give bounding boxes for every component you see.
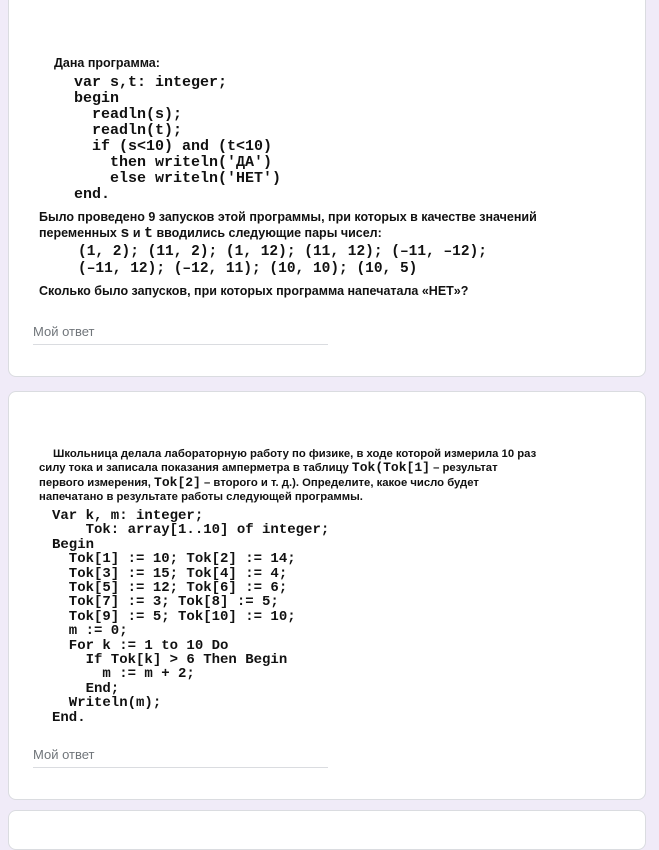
question-2-description: Школьница делала лабораторную работу по физике, в ходе которой измерила 10 раз силу тока и записала показания амперметра в таблицу Tok(Tok[1] – результат первого измерения, Tok[2] – второго и т. д.). Определите, какое число будет напечатано в результате работы следующей программы. xyxy=(39,448,537,503)
tok-term: Tok(Tok[1] xyxy=(351,460,430,476)
code-line: readln(t); xyxy=(74,122,183,139)
question-1-image xyxy=(9,0,645,311)
question-1-pairs xyxy=(78,244,487,278)
code-line: Tok[3] := 15; Tok[4] := 4; xyxy=(52,565,288,582)
answer-input-1[interactable] xyxy=(33,318,328,345)
code-line: end. xyxy=(74,186,111,203)
code-line: If Tok[k] > 6 Then Begin xyxy=(52,652,288,669)
question-1-intro: Дана программа: xyxy=(54,56,160,70)
code-line: readln(s); xyxy=(74,106,183,123)
question-card-1 xyxy=(8,0,646,377)
code-line: if (s<10) and (t<10) xyxy=(74,138,273,155)
pairs-line: (1, 2); (11, 2); (1, 12); (11, 12); (–11, –12); xyxy=(78,244,487,260)
question-card-2 xyxy=(8,391,646,800)
code-line: Tok[7] := 3; Tok[8] := 5; xyxy=(52,594,279,611)
variable-t: t xyxy=(143,225,153,242)
question-2-image xyxy=(9,392,645,732)
pairs-line: (–11, 12); (–12, 11); (10, 10); (10, 5) xyxy=(78,261,418,277)
code-line: End; xyxy=(52,680,120,697)
code-line: var s,t: integer; xyxy=(74,74,228,91)
code-line: Tok: array[1..10] of integer; xyxy=(52,522,330,539)
question-1-code xyxy=(74,75,281,203)
code-line: Writeln(m); xyxy=(52,695,162,712)
question-card-3 xyxy=(8,810,646,850)
code-line: For k := 1 to 10 Do xyxy=(52,637,229,654)
answer-input-2[interactable] xyxy=(33,741,328,768)
code-line: else writeln('НЕТ') xyxy=(74,170,282,187)
code-line: m := 0; xyxy=(52,623,128,640)
tok2-term: Tok[2] xyxy=(154,474,201,490)
variable-s: s xyxy=(120,225,130,242)
question-1-question: Сколько было запусков, при которых программа напечатала «НЕТ»? xyxy=(39,284,469,298)
question-1-description: Было проведено 9 запусков этой программы, при которых в качестве значений переменных s и t вводились следующие пары чисел: xyxy=(39,210,537,242)
code-line: Tok[5] := 12; Tok[6] := 6; xyxy=(52,580,288,597)
code-line: then writeln('ДА') xyxy=(74,154,273,171)
code-line: Var k, m: integer; xyxy=(52,508,204,524)
code-line: Tok[1] := 10; Tok[2] := 14; xyxy=(52,551,296,568)
question-2-code xyxy=(52,509,329,725)
code-line: begin xyxy=(74,90,120,107)
code-line: Begin xyxy=(52,536,95,553)
code-line: m := m + 2; xyxy=(52,666,195,683)
code-line: Tok[9] := 5; Tok[10] := 10; xyxy=(52,608,296,625)
code-line: End. xyxy=(52,709,86,726)
